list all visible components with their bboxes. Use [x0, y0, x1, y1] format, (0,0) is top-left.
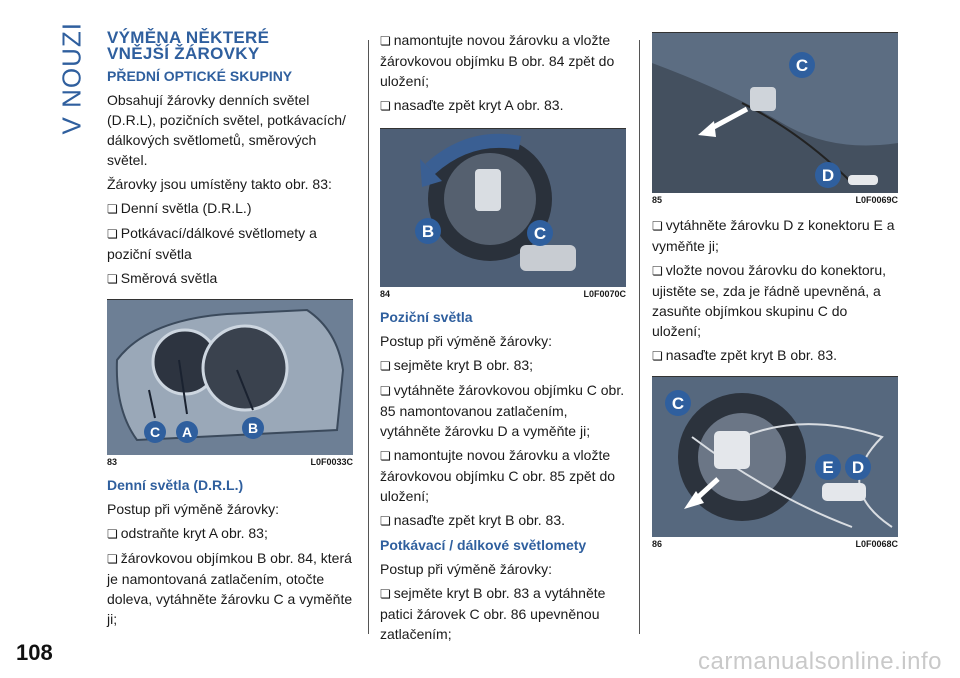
- subsection-heading: Denní světla (D.R.L.): [107, 477, 244, 493]
- intro-text: Obsahují žárovky denních světel (D.R.L), pozičních světel, potkávacích/ dálkových světlometů, směrových světel.: [107, 92, 346, 168]
- position-light-illustration: [652, 33, 898, 193]
- list-item: ❏ Denní světla (D.R.L.): [107, 198, 357, 219]
- figure-label: C: [671, 394, 685, 413]
- figure-label: C: [533, 224, 547, 243]
- figure-label: D: [851, 458, 865, 477]
- procedure-step: ❏ odstraňte kryt A obr. 83;: [107, 523, 357, 544]
- figure-label: B: [421, 222, 435, 241]
- subsection-heading: Poziční světla: [380, 309, 473, 325]
- procedure-step: ❏ sejměte kryt B obr. 83 a vytáhněte patici žárovek C obr. 86 upevněnou zatlačením;: [380, 583, 626, 644]
- figure-label: C: [795, 56, 809, 75]
- figure-86: [652, 376, 898, 549]
- procedure-intro: Postup při výměně žárovky:: [107, 501, 279, 517]
- figure-label: A: [181, 424, 193, 440]
- section-side-label: V NOUZI: [56, 22, 87, 135]
- procedure-intro: Postup při výměně žárovky:: [380, 333, 552, 349]
- subsection-title: PŘEDNÍ OPTICKÉ SKUPINY: [107, 68, 293, 84]
- column-divider: [368, 40, 369, 634]
- column-2: [380, 30, 626, 648]
- figure-85: [652, 32, 898, 205]
- watermark: carmanualsonline.info: [698, 648, 942, 675]
- figure-label: C: [149, 424, 161, 440]
- bulb-holder-illustration: [380, 129, 626, 287]
- page-number: 108: [16, 640, 53, 665]
- procedure-step: ❏ vložte novou žárovku do konektoru, ujistěte se, zda je řádně upevněná, a zasuňte objímkou skupinu C do uložení;: [652, 260, 898, 341]
- figure-83: [107, 299, 353, 467]
- column-1: [107, 30, 357, 633]
- subsection-heading: Potkávací / dálkové světlomety: [380, 537, 587, 553]
- low-beam-illustration: [652, 377, 898, 537]
- figure-caption: 86 L0F0068C: [652, 539, 898, 549]
- figure-caption: 83 L0F0033C: [107, 457, 353, 467]
- procedure-step: ❏ nasaďte zpět kryt B obr. 83.: [652, 345, 898, 366]
- intro-text: Žárovky jsou umístěny takto obr. 83:: [107, 176, 332, 192]
- list-item: ❏ Směrová světla: [107, 268, 357, 289]
- figure-caption: 84 L0F0070C: [380, 289, 626, 299]
- figure-label: E: [822, 458, 834, 477]
- figure-label: B: [247, 420, 259, 436]
- column-3: [652, 30, 898, 559]
- procedure-intro: Postup při výměně žárovky:: [380, 561, 552, 577]
- figure-84: [380, 128, 626, 299]
- column-divider: [639, 40, 640, 634]
- section-title: VÝMĚNA NĚKTERÉ VNĚJŠÍ ŽÁROVKY: [107, 28, 270, 63]
- headlamp-illustration: [107, 300, 353, 455]
- procedure-step: ❏ sejměte kryt B obr. 83;: [380, 355, 626, 376]
- procedure-step: ❏ namontujte novou žárovku a vložte žárovkovou objímku B obr. 84 zpět do uložení;: [380, 30, 626, 91]
- procedure-step: ❏ nasaďte zpět kryt A obr. 83.: [380, 95, 626, 116]
- procedure-step: ❏ nasaďte zpět kryt B obr. 83.: [380, 510, 626, 531]
- procedure-step: ❏ vytáhněte žárovku D z konektoru E a vyměňte ji;: [652, 215, 898, 256]
- list-item: ❏ Potkávací/dálkové světlomety a poziční světla: [107, 223, 357, 264]
- figure-label: D: [821, 166, 835, 185]
- procedure-step: ❏ namontujte novou žárovku a vložte žárovkovou objímku C obr. 85 zpět do uložení;: [380, 445, 626, 506]
- figure-caption: 85 L0F0069C: [652, 195, 898, 205]
- procedure-step: ❏ vytáhněte žárovkovou objímku C obr. 85 namontovanou zatlačením, vytáhněte žárovku D a vyměňte ji;: [380, 380, 626, 441]
- procedure-step: ❏ žárovkovou objímkou B obr. 84, která je namontovaná zatlačením, otočte doleva, vytáhněte žárovku C a vyměňte ji;: [107, 548, 357, 629]
